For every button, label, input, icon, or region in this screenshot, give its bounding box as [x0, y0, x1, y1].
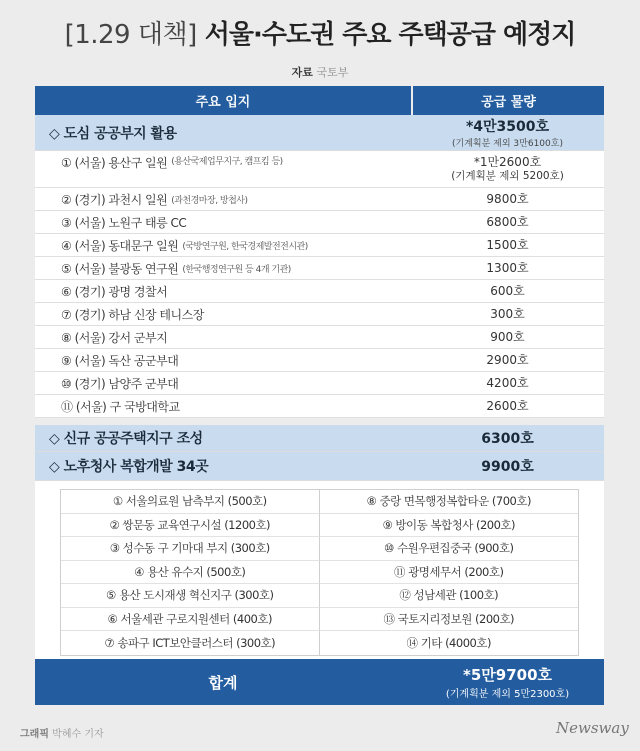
site-row — [35, 257, 604, 280]
site-row — [35, 280, 604, 303]
credit-label: 그래픽 — [20, 729, 49, 740]
column-header-location: 주요 입지 — [35, 86, 411, 115]
site-note: (한국행정연구원 등 4개 기관) — [182, 264, 291, 275]
category-row-new-district — [35, 425, 604, 452]
site-amount: 300호 — [490, 307, 525, 321]
office-item: ⑭ 기타 (4000호) — [406, 635, 491, 650]
site-amount: *1만2600호 — [473, 155, 542, 169]
site-amount: 1300호 — [486, 261, 529, 275]
site-name: ② (경기) 과천시 일원 — [61, 192, 168, 207]
site-row — [35, 303, 604, 326]
site-row — [35, 234, 604, 257]
site-amount-note: (기계획분 제외 5200호) — [451, 170, 564, 182]
office-item: ⑫ 성남세관 (100호) — [320, 584, 579, 608]
total-row — [35, 659, 604, 705]
site-amount: 4200호 — [486, 376, 529, 390]
office-item: ⑩ 수원우편집중국 (900호) — [320, 537, 579, 561]
title-tag: [1.29 대책] — [64, 20, 197, 50]
source-line — [0, 64, 640, 80]
column-header-amount: 공급 물량 — [413, 86, 604, 115]
page-title — [0, 14, 640, 54]
category-label: ◇ 도심 공공부지 활용 — [49, 125, 177, 142]
site-amount: 2600호 — [486, 399, 529, 413]
category-label: ◇ 노후청사 복합개발 34곳 — [49, 459, 209, 475]
site-row — [35, 211, 604, 234]
office-item: ⑪ 광명세무서 (200호) — [320, 561, 579, 585]
office-item: ③ 성수동 구 기마대 부지 (300호) — [61, 537, 320, 561]
category-note: (기계획분 제외 3만6100호) — [452, 139, 563, 149]
graphic-credit — [20, 725, 104, 740]
site-name: ⑩ (경기) 남양주 군부대 — [61, 376, 179, 391]
site-note: (과천경마장, 방첩사) — [171, 195, 248, 206]
site-name: ⑪ (서울) 구 국방대학교 — [61, 399, 180, 414]
site-amount: 6800호 — [486, 215, 529, 229]
office-item: ⑧ 중랑 면목행정복합타운 (700호) — [320, 490, 579, 514]
site-name: ⑨ (서울) 독산 공군부대 — [61, 353, 179, 368]
category-amount: *4만3500호 — [465, 119, 550, 135]
site-name: ① (서울) 용산구 일원 — [61, 156, 168, 170]
total-label: 합계 — [208, 673, 238, 692]
site-row — [35, 349, 604, 372]
category-label: ◇ 신규 공공주택지구 조성 — [49, 431, 203, 447]
office-item: ⑬ 국토지리정보원 (200호) — [320, 608, 579, 632]
site-name: ⑥ (경기) 광명 경찰서 — [61, 284, 168, 299]
office-item: ⑦ 송파구 ICT보안클러스터 (300호) — [61, 631, 320, 655]
site-amount: 900호 — [490, 330, 525, 344]
site-amount: 9800호 — [486, 192, 529, 206]
site-row — [35, 151, 604, 188]
office-grid — [60, 489, 579, 656]
office-item: ① 서울의료원 남측부지 (500호) — [61, 490, 320, 514]
site-note: (국방연구원, 한국경제발전전시관) — [182, 241, 308, 252]
site-row — [35, 395, 604, 418]
source-label: 자료 — [291, 66, 313, 79]
site-list — [35, 151, 604, 418]
site-name: ④ (서울) 동대문구 일원 — [61, 238, 179, 253]
office-box-area — [35, 481, 604, 659]
credit-name: 박혜수 기자 — [52, 729, 104, 740]
site-row — [35, 326, 604, 349]
category-amount: 6300호 — [481, 431, 534, 447]
newsway-logo: Newsway — [556, 719, 629, 737]
office-item: ⑥ 서울세관 구로지원센터 (400호) — [61, 608, 320, 632]
site-name: ⑤ (서울) 불광동 연구원 — [61, 261, 179, 276]
site-row — [35, 188, 604, 211]
total-amount: *5만9700호 — [462, 666, 552, 684]
title-main: 서울·수도권 주요 주택공급 예정지 — [204, 20, 576, 50]
site-amount: 1500호 — [486, 238, 529, 252]
site-amount: 2900호 — [486, 353, 529, 367]
source-value: 국토부 — [316, 66, 349, 79]
site-row — [35, 372, 604, 395]
office-item: ⑤ 용산 도시재생 혁신지구 (300호) — [61, 584, 320, 608]
total-note: (기계획분 제외 5만2300호) — [445, 689, 570, 700]
site-name: ⑧ (서울) 강서 군부지 — [61, 330, 168, 345]
office-item: ② 쌍문동 교육연구시설 (1200호) — [61, 514, 320, 538]
office-item: ④ 용산 유수지 (500호) — [61, 561, 320, 585]
site-name: ⑦ (경기) 하남 신장 테니스장 — [61, 307, 204, 322]
office-item: ⑨ 방이동 복합청사 (200호) — [320, 514, 579, 538]
site-name: ③ (서울) 노원구 태릉 CC — [61, 215, 187, 230]
site-note: (용산국제업무지구, 캠프킴 등) — [171, 157, 283, 167]
category-amount: 9900호 — [481, 459, 534, 475]
category-row-public-land — [35, 115, 604, 151]
site-amount: 600호 — [490, 284, 525, 298]
category-row-old-offices — [35, 452, 604, 481]
